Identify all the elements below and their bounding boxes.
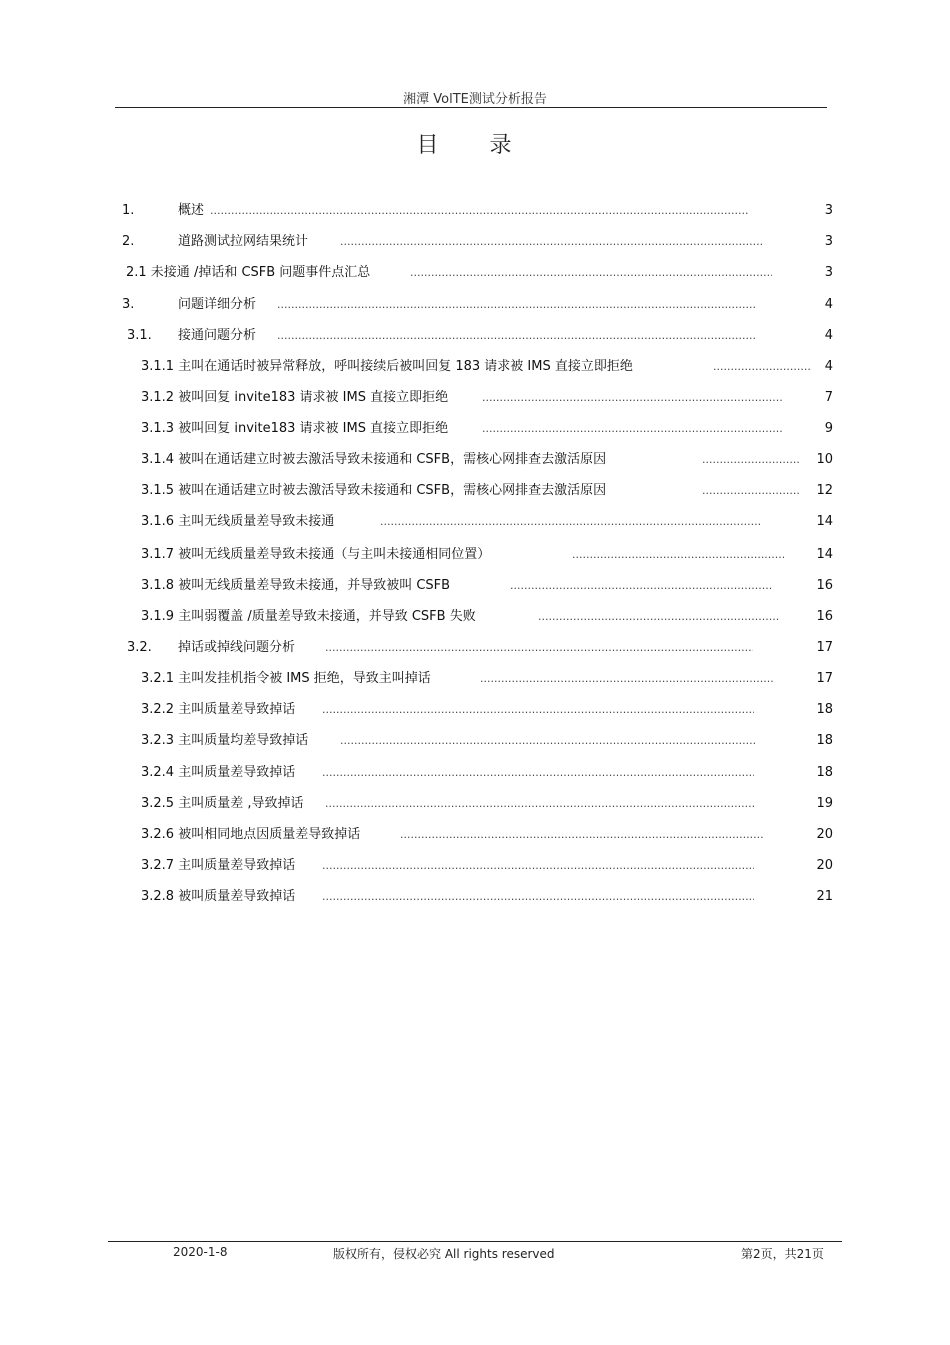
toc-entry-page: 14	[816, 547, 833, 562]
toc-entry-page: 10	[816, 452, 833, 467]
toc-entry-page: 19	[816, 796, 833, 811]
toc-entry[interactable]	[0, 825, 950, 845]
toc-entry-leader	[482, 419, 782, 439]
toc-entry[interactable]	[0, 794, 950, 814]
toc-entry[interactable]	[0, 263, 950, 283]
toc-entry-label: 3.1.1 主叫在通话时被异常释放，呼叫接续后被叫回复 183 请求被 IMS 直接立即拒绝	[141, 359, 633, 374]
toc-entry[interactable]	[0, 887, 950, 907]
toc-entry-leader	[210, 201, 748, 221]
footer-page-info: 第2页，共21页	[741, 1247, 824, 1261]
toc-entry[interactable]	[0, 295, 950, 315]
toc-entry[interactable]	[0, 419, 950, 439]
toc-entry-page: 4	[824, 297, 833, 312]
toc-entry-page: 16	[816, 609, 833, 624]
toc-entry-leader	[322, 887, 754, 907]
toc-entry-page: 4	[824, 359, 833, 374]
toc-entry-leader	[322, 856, 754, 876]
toc-entry-leader	[380, 512, 761, 532]
toc-entry-leader	[322, 700, 754, 720]
toc-entry[interactable]	[0, 607, 950, 627]
toc-entry-label: 道路测试拉网结果统计	[178, 234, 309, 249]
toc-entry-leader	[277, 326, 755, 346]
toc-entry[interactable]	[0, 856, 950, 876]
toc-entry-page: 17	[816, 671, 833, 686]
toc-entry-label: 问题详细分析	[178, 297, 257, 312]
toc-entry-label: 3.2.3 主叫质量均差导致掉话	[141, 733, 309, 748]
toc-entry-label: 3.2.6 被叫相同地点因质量差导致掉话	[141, 827, 361, 842]
toc-entry[interactable]	[0, 669, 950, 689]
toc-entry[interactable]	[0, 763, 950, 783]
toc-entry[interactable]	[0, 700, 950, 720]
toc-entry-page: 4	[824, 328, 833, 343]
page-header-title: 湘潭 VolTE测试分析报告	[403, 92, 547, 107]
toc-entry[interactable]	[0, 481, 950, 501]
toc-entry-leader	[510, 576, 772, 596]
toc-entry-number: 1.	[122, 203, 135, 218]
toc-entry-label: 3.1.6 主叫无线质量差导致未接通	[141, 514, 335, 529]
toc-entry[interactable]	[0, 545, 950, 565]
toc-entry-leader	[572, 545, 784, 565]
toc-entry[interactable]	[0, 638, 950, 658]
toc-entry-page: 17	[816, 640, 833, 655]
toc-entry[interactable]	[0, 201, 950, 221]
toc-entry-number: 3.1.	[127, 328, 152, 343]
toc-entry-leader	[340, 232, 763, 252]
toc-entry-label: 3.1.5 被叫在通话建立时被去激活导致未接通和 CSFB，需核心网排查去激活原因	[141, 483, 607, 498]
toc-entry-number: 3.	[122, 297, 135, 312]
toc-entry-page: 18	[816, 702, 833, 717]
toc-entry[interactable]	[0, 731, 950, 751]
toc-entry-leader	[410, 263, 772, 283]
toc-entry-label: 3.2.4 主叫质量差导致掉话	[141, 765, 296, 780]
toc-entry-page: 9	[824, 421, 833, 436]
toc-entry-label: 接通问题分析	[178, 328, 257, 343]
toc-entry-page: 20	[816, 827, 833, 842]
toc-entry-leader	[538, 607, 780, 627]
toc-entry-number: 2.	[122, 234, 135, 249]
toc-entry-leader	[325, 794, 754, 814]
toc-entry-page: 12	[816, 483, 833, 498]
footer-rule	[108, 1241, 842, 1242]
toc-entry-page: 3	[824, 234, 833, 249]
toc-entry-label: 3.2.5 主叫质量差 ,导致掉话	[141, 796, 304, 811]
toc-entry-page: 20	[816, 858, 833, 873]
toc-entry-label: 3.2.1 主叫发挂机指令被 IMS 拒绝，导致主叫掉话	[141, 671, 431, 686]
toc-entry[interactable]	[0, 326, 950, 346]
toc-entry-leader	[340, 731, 756, 751]
toc-entry-leader	[322, 763, 754, 783]
toc-entry-label: 概述	[178, 203, 205, 218]
toc-entry-label: 3.1.9 主叫弱覆盖 /质量差导致未接通，并导致 CSFB 失败	[141, 609, 476, 624]
toc-entry-number: 3.2.	[127, 640, 152, 655]
toc-entry-leader	[400, 825, 763, 845]
toc-entry-label: 3.2.7 主叫质量差导致掉话	[141, 858, 296, 873]
toc-entry-page: 7	[824, 390, 833, 405]
toc-entry-label: 3.1.4 被叫在通话建立时被去激活导致未接通和 CSFB，需核心网排查去激活原因	[141, 452, 607, 467]
toc-entry[interactable]	[0, 388, 950, 408]
toc-entry-page: 16	[816, 578, 833, 593]
toc-entry-leader	[702, 450, 801, 470]
toc-entry[interactable]	[0, 450, 950, 470]
toc-entry-leader	[482, 388, 782, 408]
toc-entry[interactable]	[0, 576, 950, 596]
toc-entry-label: 2.1 未接通 /掉话和 CSFB 问题事件点汇总	[126, 265, 371, 280]
toc-entry-label: 3.1.3 被叫回复 invite183 请求被 IMS 直接立即拒绝	[141, 421, 449, 436]
toc-entry-leader	[702, 481, 801, 501]
toc-entry-leader	[480, 669, 774, 689]
toc-entry[interactable]	[0, 512, 950, 532]
toc-entry-leader	[325, 638, 753, 658]
toc-entry-page: 14	[816, 514, 833, 529]
toc-entry-page: 3	[824, 265, 833, 280]
footer-date: 2020-1-8	[173, 1245, 228, 1259]
toc-entry-label: 3.2.2 主叫质量差导致掉话	[141, 702, 296, 717]
toc-entry[interactable]	[0, 232, 950, 252]
toc-entry-page: 18	[816, 733, 833, 748]
toc-entry-page: 18	[816, 765, 833, 780]
toc-entry-label: 3.2.8 被叫质量差导致掉话	[141, 889, 296, 904]
footer-copyright: 版权所有，侵权必究 All rights reserved	[333, 1247, 555, 1261]
header-rule	[115, 107, 827, 108]
toc-title: 目 录	[416, 133, 534, 158]
toc-entry-label: 3.1.2 被叫回复 invite183 请求被 IMS 直接立即拒绝	[141, 390, 449, 405]
toc-entry[interactable]	[0, 357, 950, 377]
toc-entry-label: 3.1.7 被叫无线质量差导致未接通（与主叫未接通相同位置）	[141, 547, 491, 562]
toc-entry-leader	[277, 295, 755, 315]
toc-entry-label: 掉话或掉线问题分析	[178, 640, 296, 655]
toc-entry-page: 3	[824, 203, 833, 218]
toc-entry-label: 3.1.8 被叫无线质量差导致未接通，并导致被叫 CSFB	[141, 578, 451, 593]
toc-entry-page: 21	[816, 889, 833, 904]
